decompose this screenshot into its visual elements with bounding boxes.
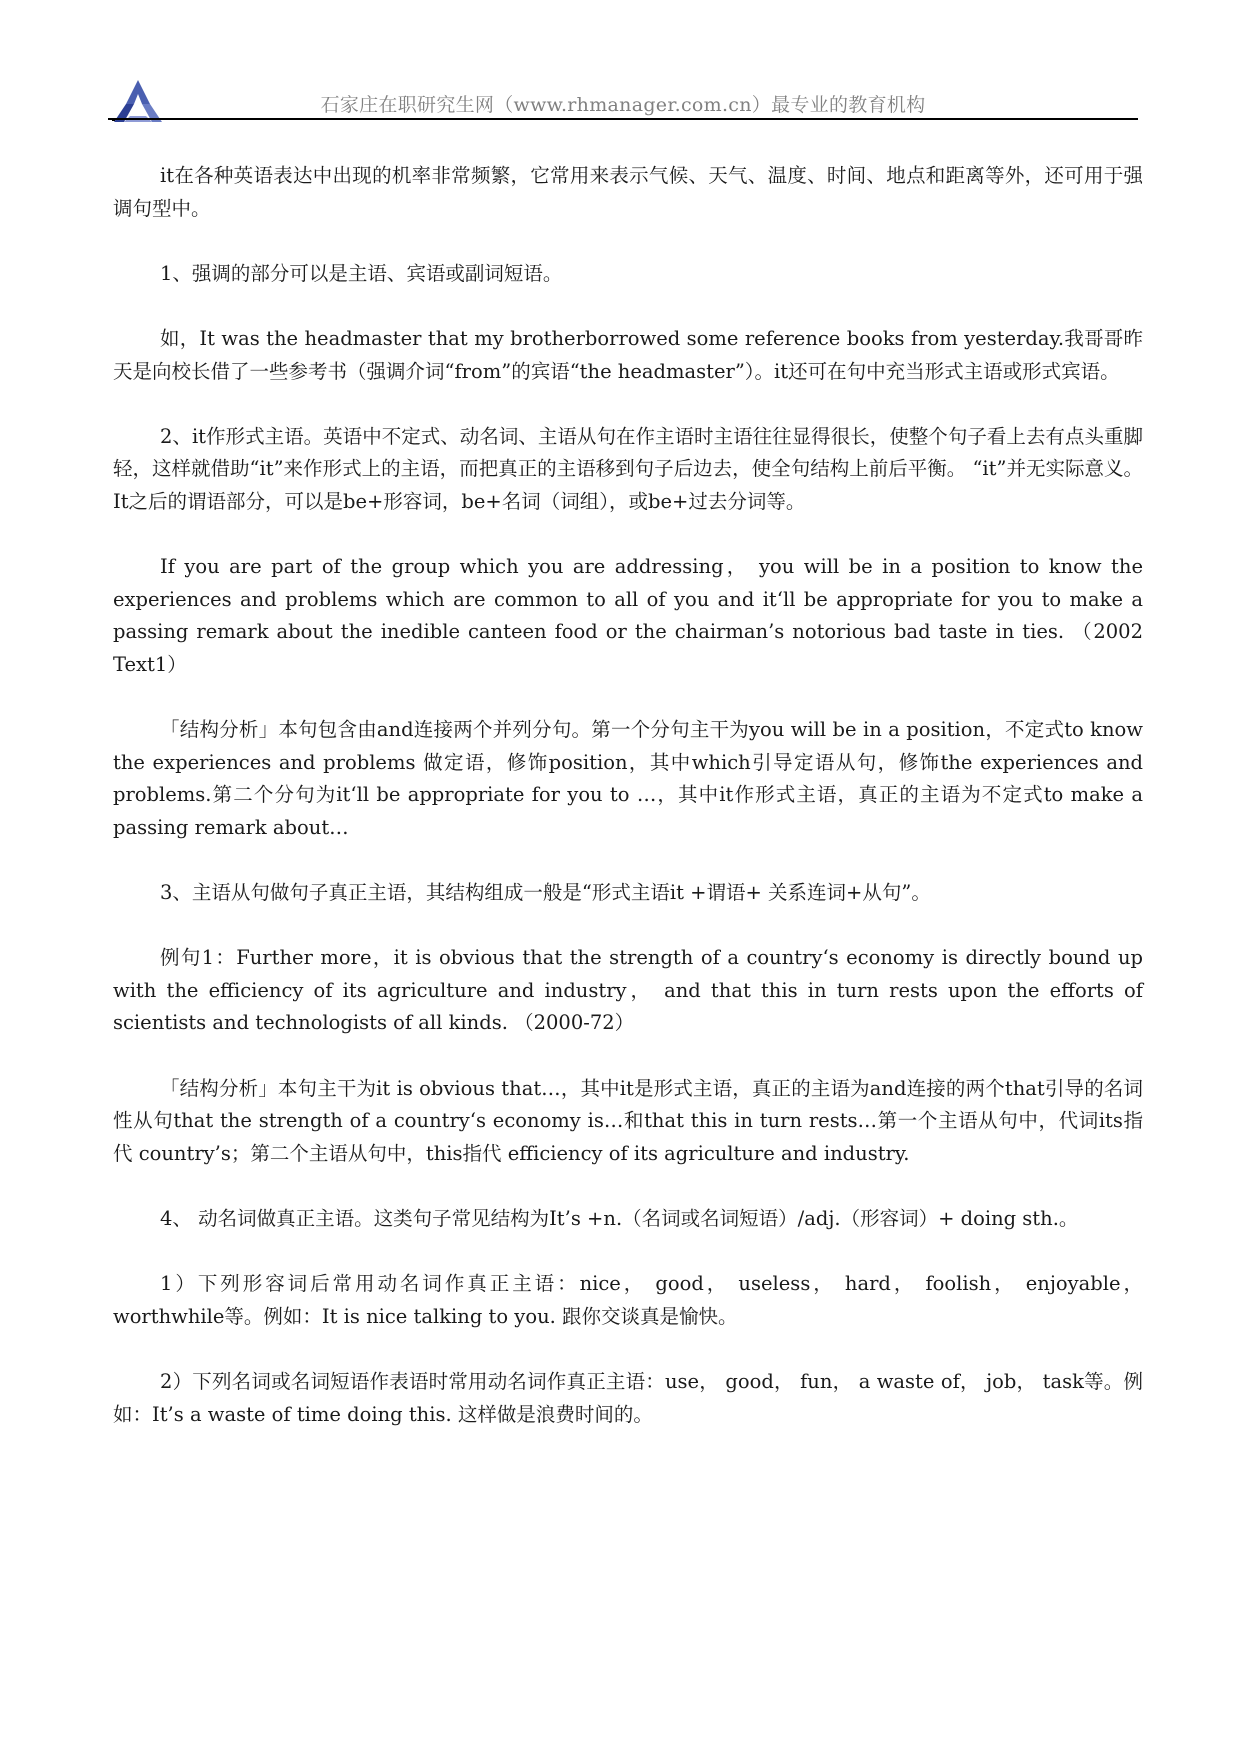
paragraph-intro: it在各种英语表达中出现的机率非常频繁，它常用来表示气候、天气、温度、时间、地点和距离等外，还可用于强调句型中。 <box>113 164 1143 220</box>
paragraph-analysis-1: 「结构分析」本句包含由and连接两个并列分句。第一个分句主干为you will be in a position，不定式to know the experiences and problems 做定语，修饰position，其中which引导定语从句，修饰the experiences and problems.第二个分句为it‘ll be appropriate for you to …，其中it作形式主语，真正的主语为不定式to make a passing remark about… <box>113 718 1143 839</box>
paragraph-point-4: 4、 动名词做真正主语。这类句子常见结构为It’s +n.（名词或名词短语）/adj.（形容词）+ doing sth.。 <box>160 1207 1079 1230</box>
document-body <box>113 160 1143 1464</box>
paragraph-subpoint-2: 2）下列名词或名词短语作表语时常用动名词作真正主语：use， good， fun， a waste of， job， task等。例如：It’s a waste of time doing this. 这样做是浪费时间的。 <box>113 1369 1143 1426</box>
paragraph-point-2: 2、it作形式主语。英语中不定式、动名词、主语从句在作主语时主语往往显得很长，使整个句子看上去有点头重脚轻，这样就借助“it”来作形式上的主语，而把真正的主语移到句子后边去，使全句结构上前后平衡。 “it”并无实际意义。It之后的谓语部分，可以是be+形容词，be+名词（词组），或be+过去分词等。 <box>113 424 1143 513</box>
header-divider <box>108 118 1138 120</box>
header-title: 石家庄在职研究生网（www.rhmanager.com.cn）最专业的教育机构 <box>320 94 926 116</box>
paragraph-example-3: 例句1：Further more，it is obvious that the strength of a country‘s economy is directly bound up with the efficiency of its agriculture and industry， and that this in turn rests upon the efforts of scientists and technologists of all kinds. （2000-72） <box>113 946 1143 1035</box>
paragraph-point-3: 3、主语从句做句子真正主语，其结构组成一般是“形式主语it +谓语+ 关系连词+从句”。 <box>160 881 931 905</box>
paragraph-example-1: 如，It was the headmaster that my brotherborrowed some reference books from yesterday.我哥哥昨天是向校长借了一些参考书（强调介词“from”的宾语“the headmaster”）。it还可在句中充当形式主语或形式宾语。 <box>113 326 1143 383</box>
page-header <box>108 78 1138 124</box>
paragraph-subpoint-1: 1）下列形容词后常用动名词作真正主语：nice， good， useless， hard， foolish， enjoyable， worthwhile等。例如：It is nice talking to you. 跟你交谈真是愉快。 <box>113 1272 1143 1328</box>
paragraph-analysis-2: 「结构分析」本句主干为it is obvious that…，其中it是形式主语，真正的主语为and连接的两个that引导的名词性从句that the strength of a country‘s economy is…和that this in turn rests…第一个主语从句中，代词its指代 country’s；第二个主语从句中，this指代 efficiency of its agriculture and industry. <box>113 1076 1143 1165</box>
paragraph-point-1: 1、强调的部分可以是主语、宾语或副词短语。 <box>160 261 563 285</box>
paragraph-example-2: If you are part of the group which you are addressing， you will be in a position to know the experiences and problems which are common to all of you and it‘ll be appropriate for you to make a passing remark about the inedible canteen food or the chairman’s notorious bad taste in ties. （2002 Text1） <box>113 555 1143 676</box>
